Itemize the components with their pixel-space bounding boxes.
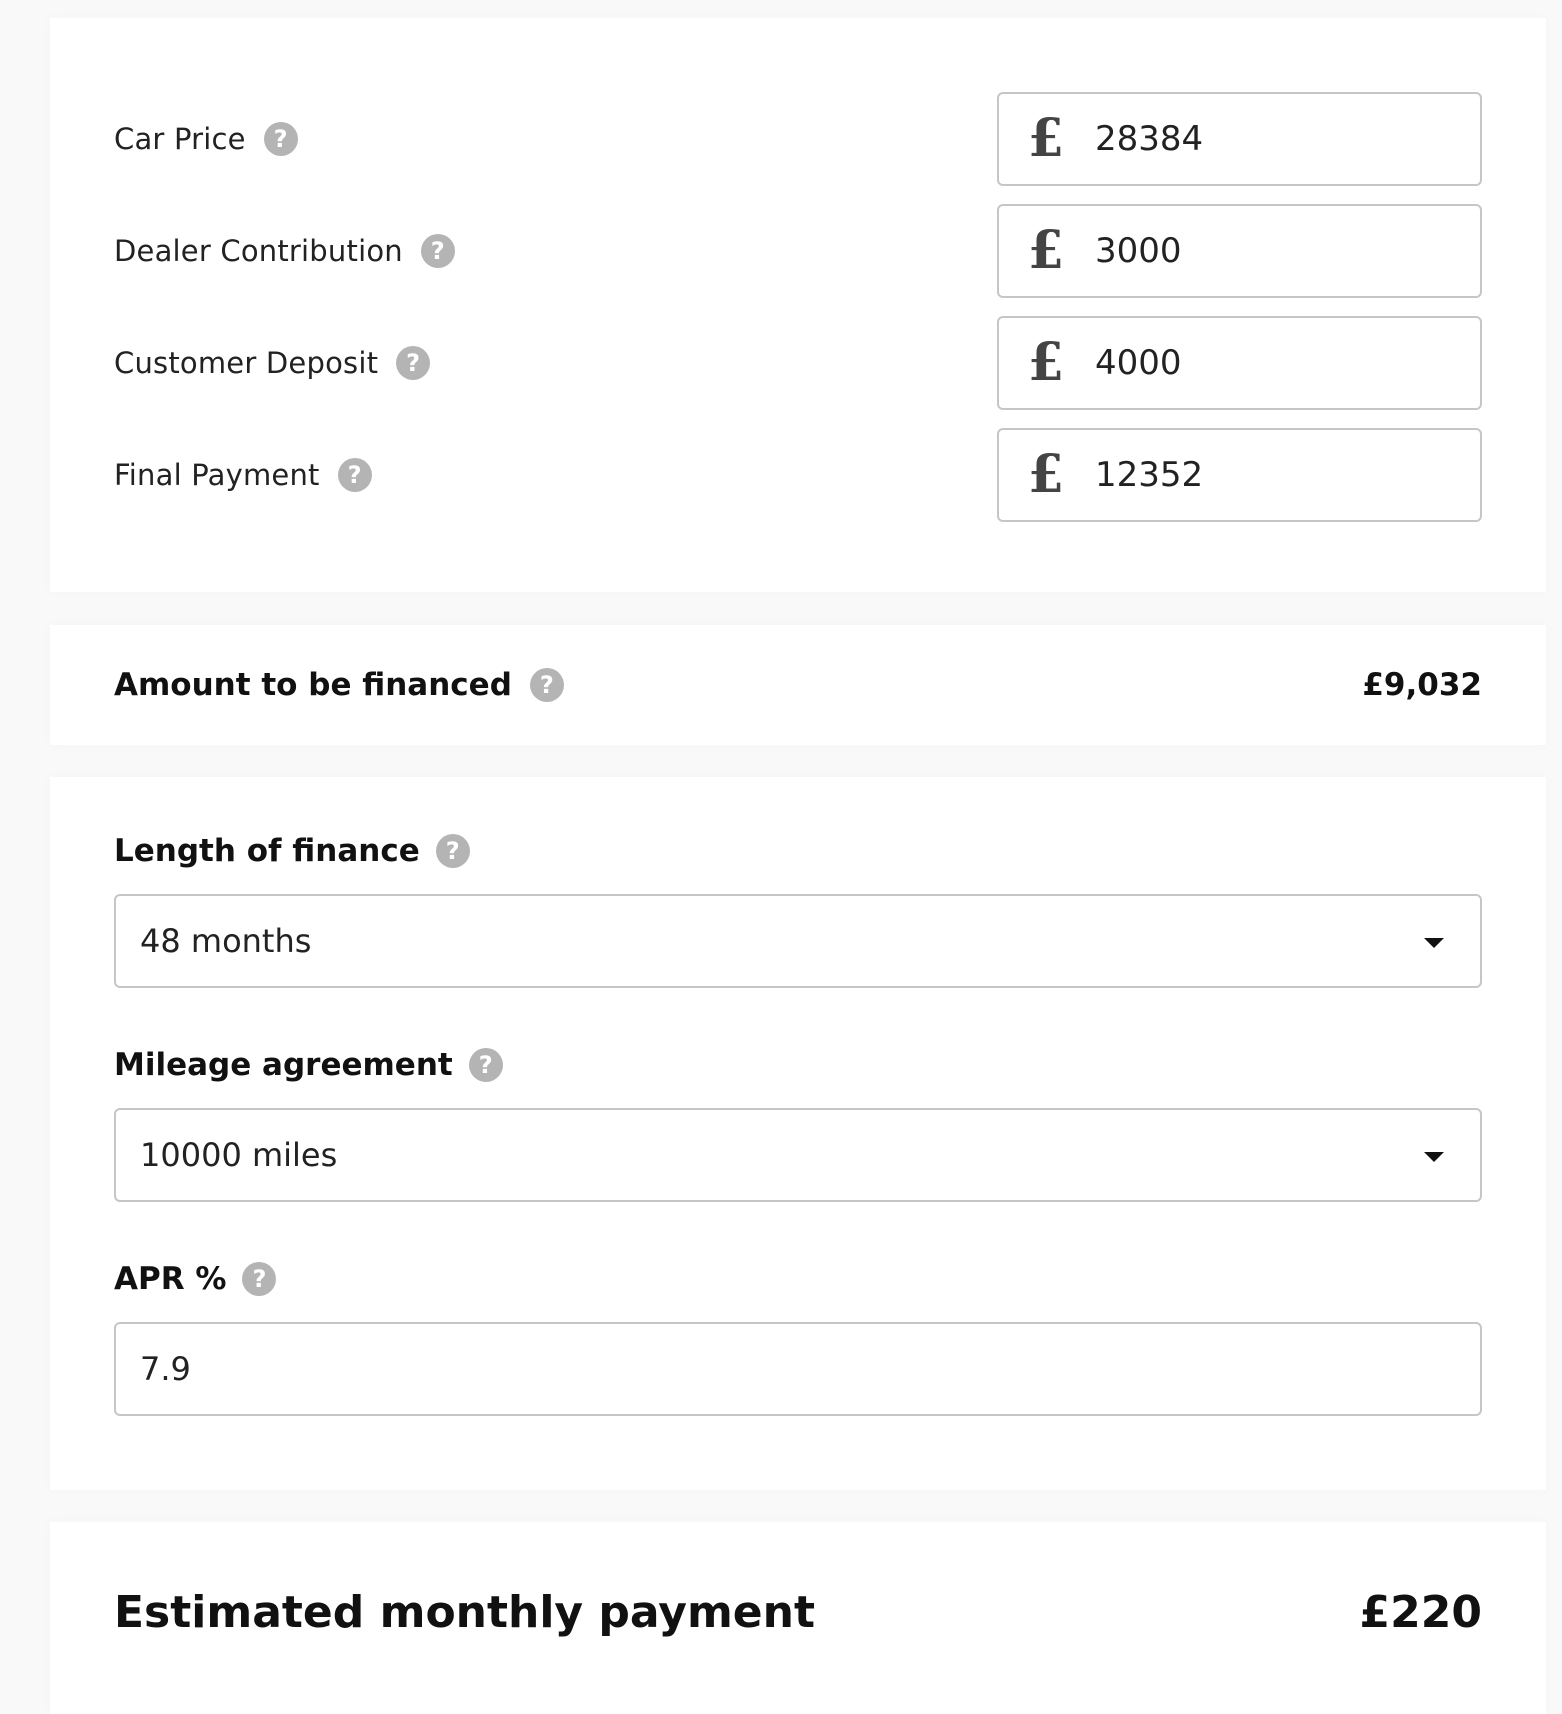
apr-label-group — [114, 1261, 276, 1297]
customer-deposit-input[interactable]: 4000 — [1095, 343, 1182, 383]
help-icon[interactable]: ? — [396, 346, 430, 380]
final-payment-row — [114, 428, 1482, 522]
dealer-contribution-row — [114, 204, 1482, 298]
length-of-finance-label: Length of finance — [114, 833, 420, 869]
price-inputs-card — [50, 18, 1546, 592]
mileage-agreement-selected: 10000 miles — [140, 1136, 338, 1174]
estimated-payment-row — [114, 1562, 1482, 1662]
amount-financed-row — [114, 625, 1482, 745]
final-payment-field[interactable] — [997, 428, 1482, 522]
chevron-down-icon — [1424, 938, 1444, 948]
car-price-field[interactable] — [997, 92, 1482, 186]
help-icon[interactable]: ? — [530, 668, 564, 702]
final-payment-label-group — [114, 428, 372, 522]
car-price-label-group — [114, 92, 298, 186]
help-icon[interactable]: ? — [436, 834, 470, 868]
apr-label: APR % — [114, 1261, 227, 1297]
help-icon[interactable]: ? — [242, 1262, 276, 1296]
dealer-contribution-label: Dealer Contribution — [114, 234, 403, 268]
amount-financed-label-group — [114, 667, 564, 703]
final-payment-label: Final Payment — [114, 458, 320, 492]
estimated-payment-value: £220 — [1359, 1586, 1482, 1638]
pound-icon: £ — [1027, 332, 1065, 393]
amount-financed-card — [50, 625, 1546, 745]
dealer-contribution-input[interactable]: 3000 — [1095, 231, 1182, 271]
mileage-agreement-label: Mileage agreement — [114, 1047, 453, 1083]
amount-financed-value: £9,032 — [1362, 667, 1482, 703]
length-of-finance-label-group — [114, 833, 470, 869]
length-of-finance-selected: 48 months — [140, 922, 312, 960]
help-icon[interactable]: ? — [469, 1048, 503, 1082]
help-icon[interactable]: ? — [264, 122, 298, 156]
estimated-payment-label: Estimated monthly payment — [114, 1586, 815, 1638]
pound-icon: £ — [1027, 444, 1065, 505]
chevron-down-icon — [1424, 1152, 1444, 1162]
car-price-row — [114, 92, 1482, 186]
result-card — [50, 1522, 1546, 1714]
pound-icon: £ — [1027, 108, 1065, 169]
dealer-contribution-field[interactable] — [997, 204, 1482, 298]
pound-icon: £ — [1027, 220, 1065, 281]
finance-options-card — [50, 777, 1546, 1490]
apr-input[interactable] — [114, 1322, 1482, 1416]
customer-deposit-label-group — [114, 316, 430, 410]
amount-financed-label: Amount to be financed — [114, 667, 512, 703]
mileage-agreement-select[interactable] — [114, 1108, 1482, 1202]
help-icon[interactable]: ? — [421, 234, 455, 268]
car-price-input[interactable]: 28384 — [1095, 119, 1204, 159]
final-payment-input[interactable]: 12352 — [1095, 455, 1204, 495]
customer-deposit-row — [114, 316, 1482, 410]
length-of-finance-select[interactable] — [114, 894, 1482, 988]
mileage-agreement-label-group — [114, 1047, 503, 1083]
help-icon[interactable]: ? — [338, 458, 372, 492]
dealer-contribution-label-group — [114, 204, 455, 298]
customer-deposit-field[interactable] — [997, 316, 1482, 410]
car-price-label: Car Price — [114, 122, 246, 156]
apr-value: 7.9 — [140, 1350, 191, 1388]
customer-deposit-label: Customer Deposit — [114, 346, 379, 380]
